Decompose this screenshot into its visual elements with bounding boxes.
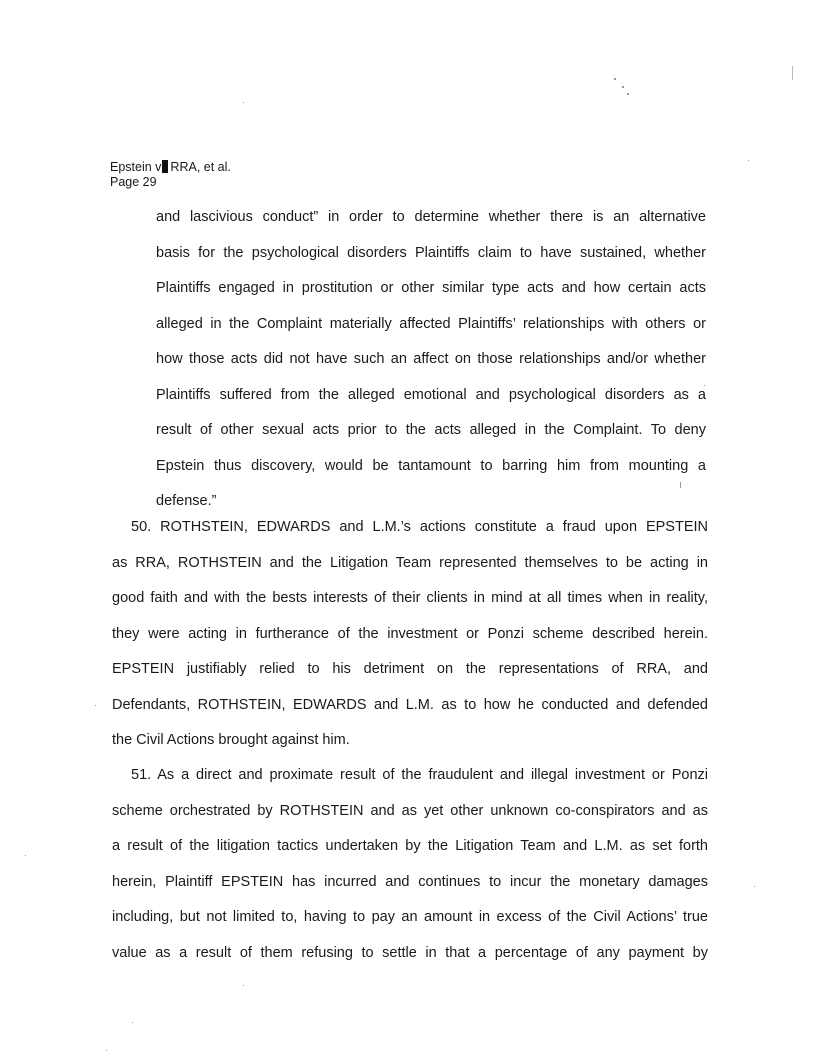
scan-speck — [95, 705, 96, 706]
paragraph-line: 50. ROTHSTEIN, EDWARDS and L.M.’s actions constitute a fraud upon EPSTEIN — [131, 519, 708, 535]
case-caption — [110, 160, 231, 175]
quote-line: Plaintiffs engaged in prostitution or other similar type acts and how certain acts — [156, 280, 706, 296]
paragraph-line: the Civil Actions brought against him. — [112, 732, 350, 748]
scan-speck — [243, 985, 244, 986]
scan-speck — [704, 385, 705, 386]
page-number: Page 29 — [110, 175, 157, 189]
quote-line: defense.” — [156, 493, 217, 509]
scan-speck — [627, 93, 629, 95]
paragraph-51 — [112, 758, 708, 971]
paragraph-line: EPSTEIN justifiably relied to his detriment on the representations of RRA, and — [112, 661, 708, 677]
paragraph-line: value as a result of them refusing to settle in that a percentage of any payment by — [112, 944, 708, 961]
scan-speck — [25, 855, 26, 856]
paragraph-line: they were acting in furtherance of the investment or Ponzi scheme described herein. — [112, 625, 708, 642]
paragraph-line: 51. As a direct and proximate result of the fraudulent and illegal investment or Ponzi — [131, 767, 708, 783]
redaction-mark — [162, 160, 168, 173]
paragraph-line: herein, Plaintiff EPSTEIN has incurred and continues to incur the monetary damages — [112, 873, 708, 890]
paragraph-line: including, but not limited to, having to pay an amount in excess of the Civil Actions’ true — [112, 909, 708, 925]
case-caption-left: Epstein v — [110, 160, 162, 174]
paragraph-line: as RRA, ROTHSTEIN and the Litigation Team represented themselves to be acting in — [112, 554, 708, 571]
scan-speck — [243, 102, 244, 103]
scan-speck — [614, 78, 616, 80]
quote-line: Epstein thus discovery, would be tantamount to barring him from mounting a — [156, 457, 706, 474]
quoted-passage — [156, 200, 706, 520]
paragraph-line: good faith and with the bests interests of their clients in mind at all times when in reality, — [112, 590, 708, 606]
quote-line: and lascivious conduct” in order to determine whether there is an alternative — [156, 209, 706, 225]
paragraph-line: Defendants, ROTHSTEIN, EDWARDS and L.M. as to how he conducted and defended — [112, 696, 708, 713]
quote-line: basis for the psychological disorders Plaintiffs claim to have sustained, whether — [156, 244, 706, 261]
quote-line: how those acts did not have such an affect on those relationships and/or whether — [156, 351, 706, 367]
case-caption-right: RRA, et al. — [170, 160, 231, 174]
quote-line: alleged in the Complaint materially affected Plaintiffs’ relationships with others or — [156, 315, 706, 332]
scan-speck — [106, 1050, 107, 1051]
paragraph-line: a result of the litigation tactics undertaken by the Litigation Team and L.M. as set forth — [112, 838, 708, 854]
scan-speck — [792, 66, 793, 80]
scan-speck — [132, 1022, 133, 1023]
quote-line: result of other sexual acts prior to the acts alleged in the Complaint. To deny — [156, 422, 706, 438]
page-header — [110, 160, 231, 190]
paragraph-50 — [112, 510, 708, 759]
scan-speck — [680, 482, 681, 488]
quote-line: Plaintiffs suffered from the alleged emotional and psychological disorders as a — [156, 386, 706, 403]
paragraph-line: scheme orchestrated by ROTHSTEIN and as yet other unknown co-conspirators and as — [112, 802, 708, 819]
scan-speck — [754, 886, 755, 887]
scan-speck — [622, 86, 624, 88]
scan-speck — [748, 160, 749, 161]
